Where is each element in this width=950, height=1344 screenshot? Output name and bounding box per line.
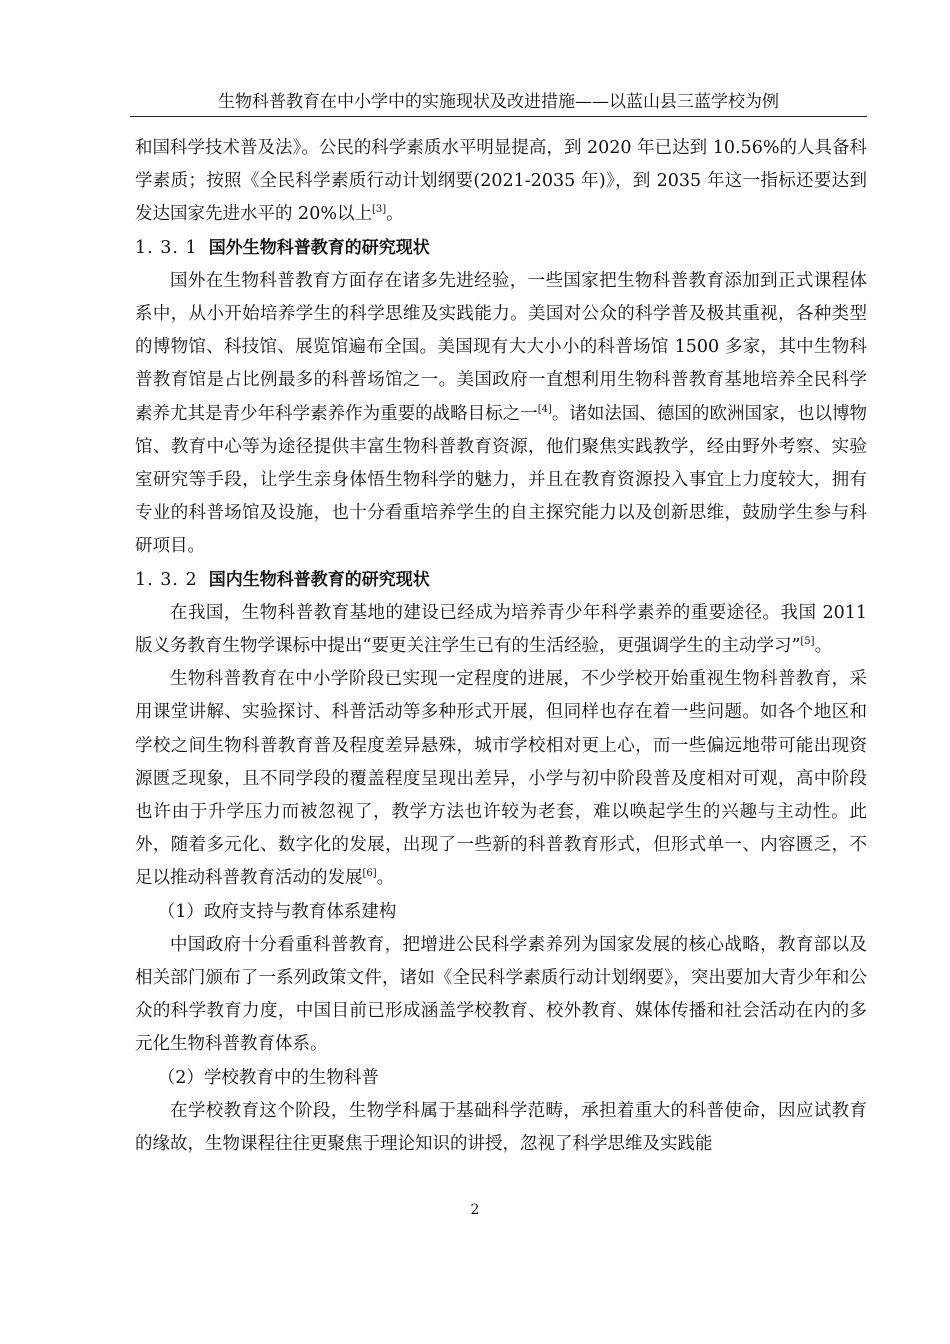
subheading-school-education: （2）学校教育中的生物科普	[157, 1067, 379, 1088]
paragraph: 在学校教育这个阶段，生物学科属于基础科学范畴，承担着重大的科普使命，因应试教育的缘故，生物课程往往更聚焦于理论知识的讲授，忽视了科学思维及实践能	[135, 1100, 867, 1155]
section-number: 1. 3. 1	[135, 237, 198, 258]
subheading-government-support: （1）政府支持与教育体系建构	[157, 901, 397, 922]
page-number: 2	[470, 1202, 480, 1218]
paragraph: 国外在生物科普教育方面存在诸多先进经验，一些国家把生物科普教育添加到正式课程体系中，从小开始培养学生的科学思维及实践能力。美国对公众的科学普及极其重视，各种类型的博物馆、科技馆、展览馆遍布全国。美国现有大大小小的科普场馆 1500 多家，其中生物科普教育馆是占比例最多的科普场馆之一。美国政府一直想利用生物科普教育基地培养全民科学素养尤其是青少年科学素养作为重要的战略目标之一[4]。诸如法国、德国的欧洲国家，也以博物馆、教育中心等为途径提供丰富生物科普教育资源，他们聚焦实践教学，经由野外考察、实验室研究等手段，让学生亲身体悟生物科学的魅力，并且在教育资源投入事宜上力度较大，拥有专业的科普场馆及设施，也十分看重培养学生的自主探究能力以及创新思维，鼓励学生参与科研项目。	[135, 270, 868, 557]
citation-ref: [6]	[362, 868, 377, 880]
section-heading-1-3-1	[135, 232, 867, 265]
paragraph: 生物科普教育在中小学阶段已实现一定程度的进展，不少学校开始重视生物科普教育，采用课堂讲解、实验探讨、科普活动等多种形式开展，但同样也存在着一些问题。如各个地区和学校之间生物科普教育普及程度差异悬殊，城市学校相对更上心，而一些偏远地带可能出现资源匮乏现象，且不同学段的覆盖程度呈现出差异，小学与初中阶段普及度相对可观，高中阶段也许由于升学压力而被忽视了，教学方法也许较为老套，难以唤起学生的兴趣与主动性。此外，随着多元化、数字化的发展，出现了一些新的科普教育形式，但形式单一、内容匮乏，不足以推动科普教育活动的发展[6]。	[135, 669, 867, 889]
header-rule	[130, 116, 867, 117]
section-title: 国外生物科普教育的研究现状	[208, 237, 430, 258]
paragraph: 中国政府十分看重科普教育，把增进公民科学素养列为国家发展的核心战略，教育部以及相关部门颁布了一系列政策文件，诸如《全民科学素质行动计划纲要》，突出要加大青少年和公众的科学教育力度，中国目前已形成涵盖学校教育、校外教育、媒体传播和社会活动在内的多元化生物科普教育体系。	[135, 934, 867, 1055]
page-body	[135, 132, 867, 1161]
paragraph: 在我国，生物科普教育基地的建设已经成为培养青少年科学素养的重要途径。我国 2011 版义务教育生物学课标中提出“要更关注学生已有的生活经验，更强调学生的主动学习”[5]。	[135, 602, 867, 657]
citation-ref: [4]	[537, 403, 552, 415]
citation-ref: [5]	[800, 636, 815, 648]
section-title: 国内生物科普教育的研究现状	[208, 569, 430, 590]
section-heading-1-3-2	[135, 564, 867, 597]
running-header: 生物科普教育在中小学中的实施现状及改进措施——以蓝山县三蓝学校为例	[218, 92, 779, 112]
citation-ref: [3]	[371, 204, 387, 216]
section-number: 1. 3. 2	[135, 569, 198, 590]
paragraph: 和国科学技术普及法》。公民的科学素质水平明显提高，到 2020 年已达到 10.56%的人具备科学素质；按照《全民科学素质行动计划纲要(2021-2035 年)》，到 2035 年这一指标还要达到发达国家先进水平的 20%以上[3]。	[135, 138, 867, 225]
